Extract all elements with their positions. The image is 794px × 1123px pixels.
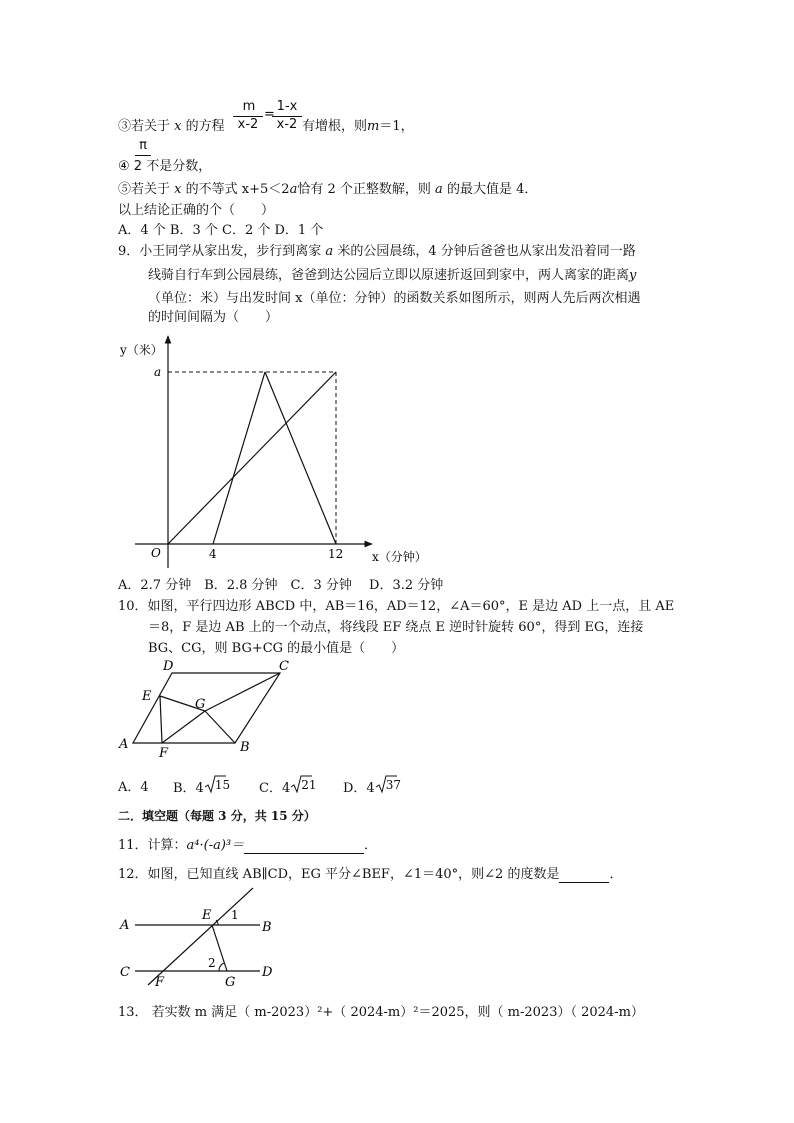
sqrt-15: 15 (204, 780, 230, 797)
label-a: A (119, 737, 129, 752)
x-axis-label: x（分钟） (372, 550, 427, 564)
label-f: F (155, 975, 165, 990)
label-f: F (159, 746, 169, 760)
label-c: C (120, 965, 130, 980)
q10-line2: ＝8，F 是边 AB 上的一个动点，将线段 EF 绕点 E 逆时针旋转 60°，得到 EG，连接 (148, 620, 644, 635)
pi-fraction-bar (135, 155, 151, 156)
x-tick-4: 4 (209, 547, 217, 561)
parallel-lines-figure (115, 885, 290, 995)
q10-line3: BG、CG，则 BG+CG 的最小值是（ ） (148, 641, 405, 656)
q8-item4: ④ 2 不是分数， (118, 159, 212, 174)
q10-option-a: A．4 (118, 780, 149, 795)
biker-back-line (265, 372, 336, 544)
label-b: B (240, 740, 250, 755)
fraction-1-numerator: m (242, 99, 256, 114)
walker-line (168, 372, 336, 544)
label-2: 2 (208, 956, 216, 970)
fraction-2-numerator: 1-x (276, 99, 298, 114)
angle-2-arc (219, 963, 224, 971)
q9-line1: 9．小王同学从家出发，步行到离家 a 米的公园晨练，4 分钟后爸爸也从家出发沿着同一路 (118, 244, 636, 259)
label-d: D (262, 965, 273, 980)
segment-gc (205, 673, 280, 711)
q12-answer-blank[interactable] (559, 868, 609, 883)
q10-line1: 10．如图，平行四边形 ABCD 中，AB＝16，AD＝12，∠A＝60°，E 是边 AD 上一点，且 AE (118, 599, 675, 614)
q10-option-b: B．4 15 (173, 778, 231, 796)
q11-answer-blank[interactable] (244, 839, 364, 854)
label-e: E (202, 908, 212, 923)
segment-ef (160, 696, 162, 743)
label-c: C (279, 659, 289, 674)
y-axis-label: y（米） (120, 343, 163, 357)
sqrt-37: 37 (375, 780, 401, 797)
pi-numerator: π (139, 138, 147, 153)
q11-line: 11．计算：a⁴·(-a)³＝ ． (118, 838, 378, 853)
equals-sign: = (264, 107, 275, 122)
q13-line: 13． 若实数 m 满足（ m-2023）²+（ 2024-m）²＝2025，则（ m-2023）（ 2024-m） (118, 1005, 644, 1020)
segment-fg (162, 711, 205, 743)
segment-gb (205, 711, 235, 743)
fraction-2-denominator: x-2 (276, 117, 298, 132)
fraction-1-denominator: x-2 (237, 117, 259, 132)
q12-line: 12．如图，已知直线 AB∥CD，EG 平分∠BEF，∠1＝40°，则∠2 的度数是 ． (118, 867, 623, 882)
label-b: B (262, 920, 272, 935)
label-g: G (225, 975, 236, 990)
label-d: D (163, 659, 174, 674)
q8-item5: ⑤若关于 x 的不等式 x+5＜2a恰有 2 个正整数解，则 a 的最大值是 4． (118, 182, 538, 197)
q8-item3-prefix: ③若关于 x 的方程 (118, 119, 225, 134)
q9-line3: （单位：米）与出发时间 x（单位：分钟）的函数关系如图所示，则两人先后两次相遇 (148, 291, 641, 306)
x-tick-12: 12 (328, 547, 344, 561)
q8-question: 以上结论正确的个（ ） (118, 203, 275, 218)
section-2-title: 二．填空题（每题 3 分，共 15 分） (118, 809, 316, 823)
q9-line2: 线骑自行车到公园晨练，爸爸到达公园后立即以原速折返回到家中，两人离家的距离y (148, 268, 637, 283)
label-a: A (120, 918, 130, 933)
sqrt-21: 21 (290, 780, 316, 797)
origin-label: O (151, 546, 161, 560)
q8-item3-suffix: 有增根，则m＝1， (302, 119, 414, 134)
label-e: E (142, 689, 152, 704)
q10-option-d: D．4 37 (343, 778, 401, 796)
biker-out-line (213, 372, 265, 544)
q9-options: A．2.7 分钟 B．2.8 分钟 C．3 分钟 D．3.2 分钟 (118, 578, 444, 593)
parallelogram-figure (115, 655, 295, 760)
q8-options: A．4 个 B．3 个 C．2 个 D．1 个 (118, 223, 324, 238)
q10-option-c: C．4 21 (259, 778, 317, 796)
a-tick-label: a (154, 365, 162, 379)
label-1: 1 (231, 908, 239, 922)
label-g: G (195, 697, 206, 712)
q9-line4: 的时间间隔为（ ） (148, 310, 279, 325)
distance-time-graph (110, 330, 430, 575)
